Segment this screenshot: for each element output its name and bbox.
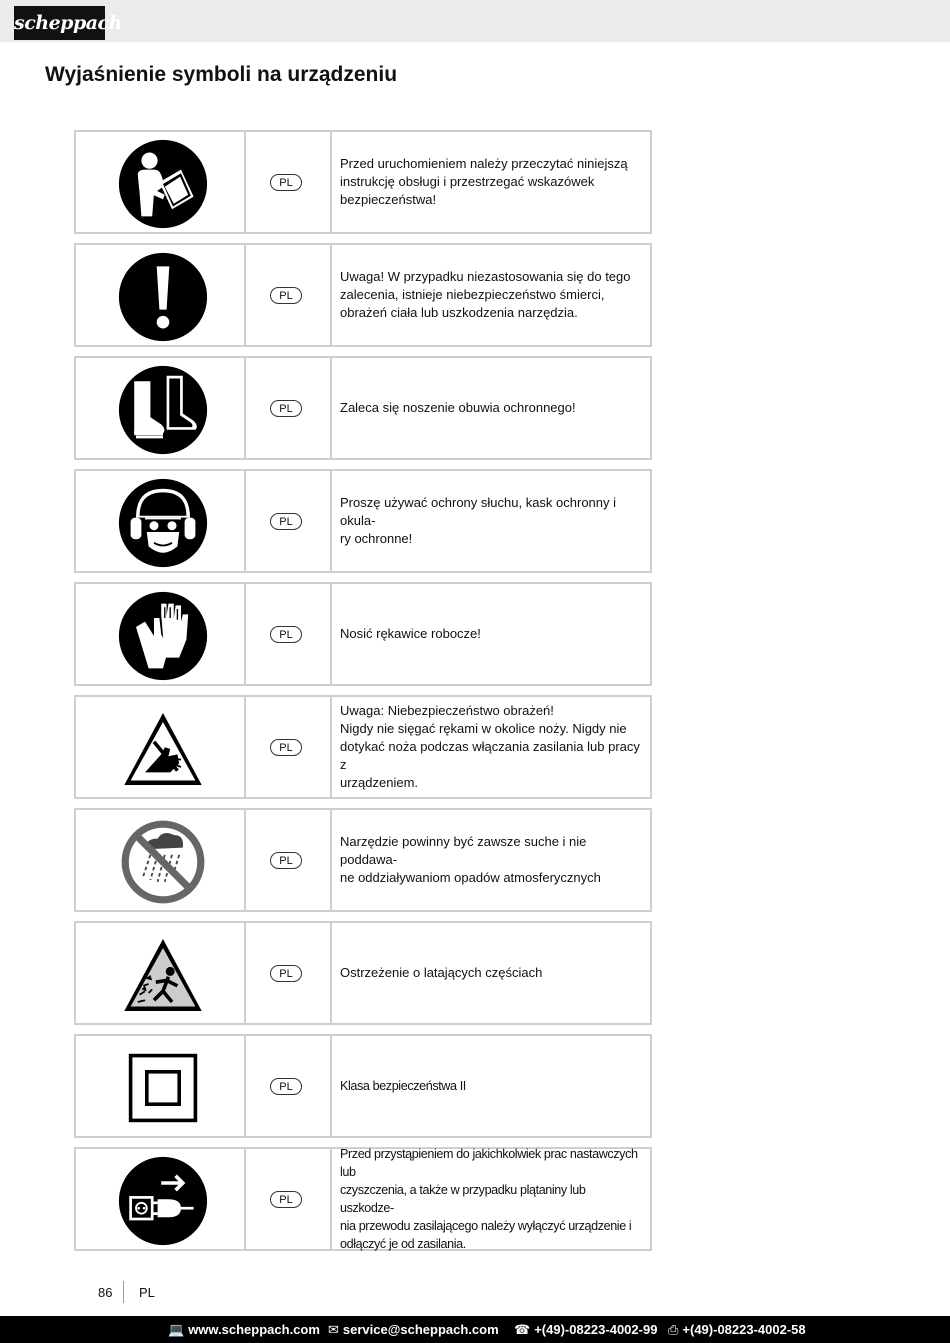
safety-boots-icon — [118, 365, 208, 455]
language-badge: PL — [270, 174, 302, 191]
no-rain-icon — [118, 817, 208, 907]
attention-icon — [118, 252, 208, 342]
page-title: Wyjaśnienie symboli na urządzeniu — [45, 63, 398, 86]
language-badge: PL — [270, 965, 302, 982]
phone-number: +(49)-08223-4002-99 — [534, 1322, 658, 1337]
page-number-divider — [123, 1281, 124, 1303]
language-cell — [244, 471, 332, 571]
symbol-cell — [76, 358, 246, 458]
symbol-description: Narzędzie powinny być zawsze suche i nie poddawa- ne oddziaływaniom opadów atmosferycznych — [340, 834, 601, 885]
envelope-icon: ✉ — [328, 1322, 339, 1337]
symbol-row — [74, 808, 652, 912]
symbol-description: Zaleca się noszenie obuwia ochronnego! — [340, 400, 576, 415]
language-cell — [244, 358, 332, 458]
symbol-row — [74, 921, 652, 1025]
page-number: 86 — [98, 1285, 113, 1300]
symbol-cell — [76, 1149, 246, 1249]
symbol-cell — [76, 697, 246, 797]
gloves-icon — [118, 591, 208, 681]
symbol-row — [74, 695, 652, 799]
symbol-description: Uwaga! W przypadku niezastosowania się do tego zalecenia, istnieje niebezpieczeństwo śmierci, obrażeń ciała lub uszkodzenia narzędzia. — [340, 269, 631, 320]
language-cell — [244, 1149, 332, 1249]
phone-icon: ☎ — [514, 1322, 531, 1337]
computer-icon: 💻 — [168, 1322, 185, 1337]
header-bar — [0, 0, 950, 42]
flying-parts-icon — [118, 930, 208, 1020]
symbol-row — [74, 130, 652, 234]
symbol-cell — [76, 584, 246, 684]
symbol-description: Klasa bezpieczeństwa II — [340, 1079, 466, 1093]
contact-footer — [0, 1316, 950, 1343]
symbol-cell — [76, 1036, 246, 1136]
cut-hazard-icon — [118, 704, 208, 794]
symbol-description: Przed uruchomieniem należy przeczytać niniejszą instrukcję obsługi i przestrzegać wskazówek bezpieczeństwa! — [340, 156, 628, 207]
email-link[interactable]: service@scheppach.com — [342, 1322, 499, 1337]
symbol-cell — [76, 471, 246, 571]
language-cell — [244, 923, 332, 1023]
language-badge: PL — [270, 1191, 302, 1208]
protection-class-2-icon — [118, 1043, 208, 1133]
page-language: PL — [139, 1285, 155, 1300]
symbol-row — [74, 1034, 652, 1138]
symbol-cell — [76, 132, 246, 232]
website-link[interactable]: www.scheppach.com — [188, 1322, 320, 1337]
unplug-icon — [118, 1156, 208, 1246]
language-cell — [244, 245, 332, 345]
language-badge: PL — [270, 513, 302, 530]
symbol-cell — [76, 810, 246, 910]
scheppach-logo: scheppach — [14, 6, 105, 40]
language-badge: PL — [270, 626, 302, 643]
language-cell — [244, 132, 332, 232]
symbol-description: Nosić rękawice robocze! — [340, 626, 481, 641]
symbol-description: Przed przystąpieniem do jakichkolwiek prac nastawczych lub czyszczenia, a także w przypadku plątaniny lub uszkodze- nia przewodu zasilającego należy wyłączyć urządzenie i odłączyć je od zasilania. — [340, 1147, 638, 1251]
footer-fax — [668, 1322, 806, 1338]
symbol-row — [74, 469, 652, 573]
language-cell — [244, 697, 332, 797]
fax-icon: ⎙ — [668, 1322, 679, 1337]
language-badge: PL — [270, 739, 302, 756]
language-cell — [244, 1036, 332, 1136]
symbol-row — [74, 356, 652, 460]
language-cell — [244, 584, 332, 684]
footer-phone — [514, 1322, 657, 1338]
symbol-description: Uwaga: Niebezpieczeństwo obrażeń! Nigdy nie sięgać rękami w okolice noży. Nigdy nie dotykać noża podczas włączania zasilania lub pracy z urządzeniem. — [340, 703, 640, 790]
language-badge: PL — [270, 400, 302, 417]
language-cell — [244, 810, 332, 910]
symbol-cell — [76, 245, 246, 345]
language-badge: PL — [270, 287, 302, 304]
symbol-row — [74, 1147, 652, 1251]
symbol-row — [74, 243, 652, 347]
fax-number: +(49)-08223-4002-58 — [682, 1322, 806, 1337]
symbol-cell — [76, 923, 246, 1023]
footer-email[interactable] — [328, 1322, 499, 1338]
language-badge: PL — [270, 852, 302, 869]
footer-website[interactable] — [168, 1322, 320, 1338]
language-badge: PL — [270, 1078, 302, 1095]
symbol-row — [74, 582, 652, 686]
symbol-description: Ostrzeżenie o latających częściach — [340, 965, 543, 980]
symbol-description: Proszę używać ochrony słuchu, kask ochronny i okula- ry ochronne! — [340, 495, 617, 546]
read-manual-icon — [118, 139, 208, 229]
hearing-helmet-goggles-icon — [118, 478, 208, 568]
